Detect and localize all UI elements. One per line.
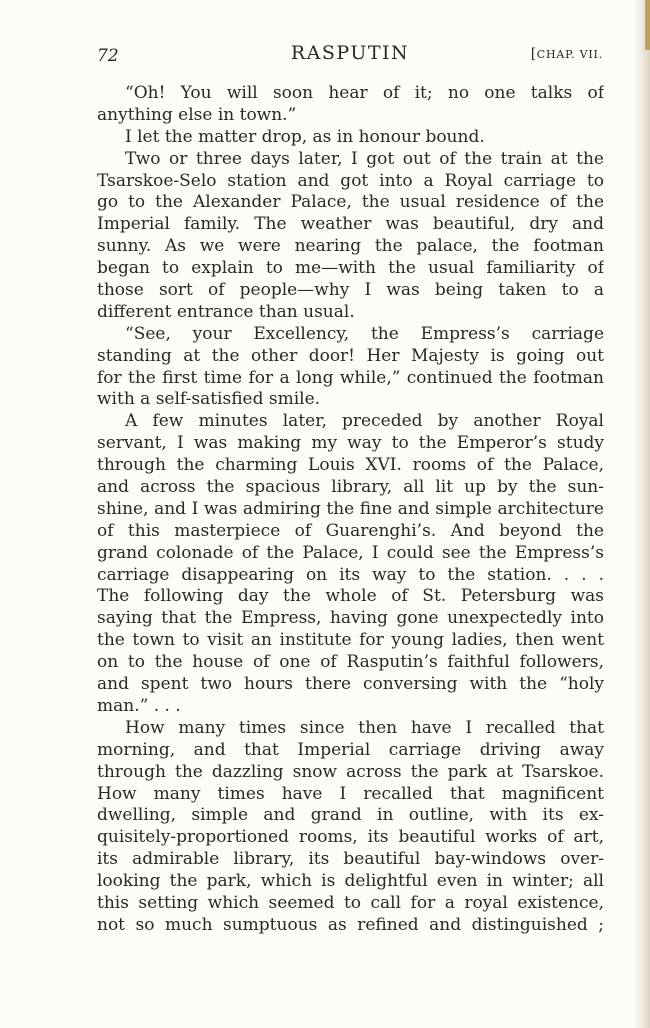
chapter-bracket: [ [530,46,537,62]
text-line: those sort of people—why I was being taken to a [97,280,604,301]
running-head [97,42,603,72]
text-line: servant, I was making my way to the Emperor’s study [97,433,604,454]
text-line: Tsarskoe-Selo station and got into a Royal carriage to [97,170,604,191]
text-line: I let the matter drop, as in honour bound. [125,126,485,147]
text-line: morning, and that Imperial carriage driving away [97,739,604,760]
text-line: for the first time for a long while,” continued the footman [97,367,604,388]
text-line: anything else in town.” [97,104,297,125]
text-line: “See, your Excellency, the Empress’s carriage [125,323,604,344]
running-title: RASPUTIN [290,42,410,64]
text-line: began to explain to me—with the usual familiarity of [97,258,604,279]
text-line: shine, and I was admiring the fine and simple architecture [97,498,604,519]
text-line: of this masterpiece of Guarenghi’s. And beyond the [97,520,604,541]
text-line: with a self-satisfied smile. [97,389,321,410]
text-line: standing at the other door! Her Majesty is going out [97,345,604,366]
text-line: dwelling, simple and grand in outline, with its ex- [97,805,604,826]
text-line: man.” . . . [97,695,181,716]
text-line: on to the house of one of Rasputin’s faithful followers, [97,652,604,673]
text-line: looking the park, which is delightful even in winter; all [97,871,604,892]
text-line: How many times since then have I recalled that [125,717,604,738]
text-line: A few minutes later, preceded by another Royal [125,411,604,432]
chapter-label: CHAP. VII. [536,48,603,61]
text-line: “Oh! You will soon hear of it; no one talks of [125,83,604,103]
text-line: and spent two hours there conversing with the “holy [97,674,604,695]
text-line: Imperial family. The weather was beautiful, dry and [97,214,604,235]
text-line: different entrance than usual. [97,301,355,322]
text-line: its admirable library, its beautiful bay-windows over- [97,849,604,870]
text-line: sunny. As we were nearing the palace, the footman [97,236,604,257]
text-line: The following day the whole of St. Petersburg was [97,586,604,607]
page-edge-shadow [634,0,650,1028]
text-line: quisitely-proportioned rooms, its beautiful works of art, [97,827,604,848]
text-line: grand colonade of the Palace, I could see the Empress’s [97,542,604,563]
text-line: go to the Alexander Palace, the usual residence of the [97,192,604,213]
page-number: 72 [97,46,119,66]
text-line: Two or three days later, I got out of the train at the [125,148,604,169]
text-line: not so much sumptuous as refined and distinguished ; [97,914,604,935]
text-line: the town to visit an institute for young ladies, then went [97,630,604,651]
text-line: this setting which seemed to call for a royal existence, [97,892,604,913]
body-text [97,83,604,937]
gilt-edge-mark [645,0,650,50]
chapter-reference [531,46,603,62]
text-line: saying that the Empress, having gone unexpectedly into [97,608,604,629]
text-line: through the charming Louis XVI. rooms of the Palace, [97,455,604,476]
text-line: carriage disappearing on its way to the station. . . . [97,564,604,585]
text-line: and across the spacious library, all lit up by the sun- [97,477,604,498]
text-line: How many times have I recalled that magnificent [97,783,604,804]
text-line: through the dazzling snow across the park at Tsarskoe. [97,761,604,782]
